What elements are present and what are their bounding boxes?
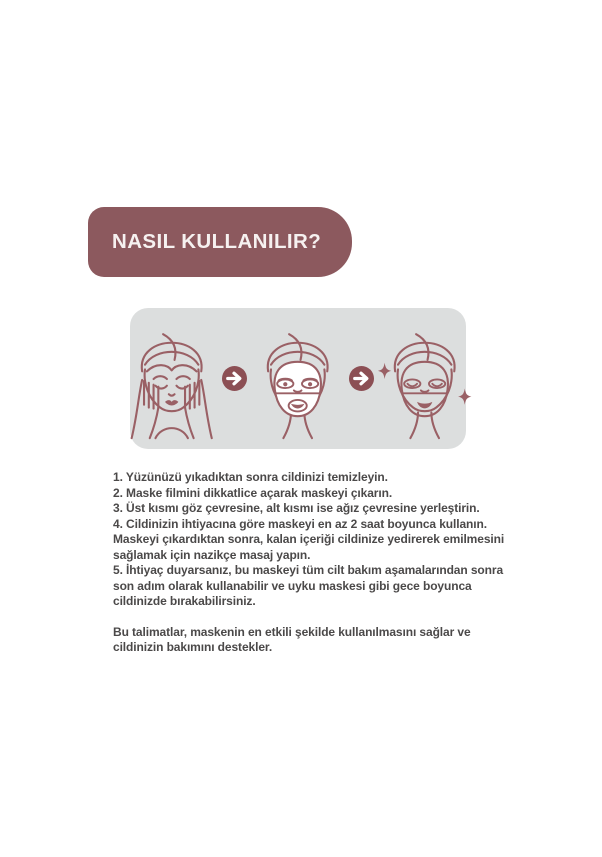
sheet-mask-face-illustration (250, 317, 345, 441)
sparkle-icon (458, 388, 471, 404)
instructions-list (113, 470, 515, 656)
sparkle-icon (378, 362, 391, 378)
cleanse-face-illustration (124, 317, 219, 441)
instruction-step-1: 1. Yüzünüzü yıkadıktan sonra cildinizi temizleyin. (113, 470, 388, 484)
instruction-step-4: 4. Cildinizin ihtiyacına göre maskeyi en az 2 saat boyunca kullanın. Maskeyi çıkardıktan sonra, kalan içeriği cildinize yedirerek emilmesini sağlamak için nazikçe masaj yapın. (113, 516, 505, 562)
instructions-footer: Bu talimatlar, maskenin en etkili şekilde kullanılmasını sağlar ve cildinizin bakımını destekler. (113, 624, 471, 654)
section-header-banner (88, 207, 352, 277)
usage-steps-illustration-panel (130, 308, 466, 449)
instruction-step-2: 2. Maske filmini dikkatlice açarak maskeyi çıkarın. (113, 485, 393, 500)
page-title: NASIL KULLANILIR? (112, 230, 322, 253)
arrow-right-icon (349, 366, 374, 391)
arrow-right-icon (222, 366, 247, 391)
glowing-face-illustration (377, 317, 472, 441)
instruction-step-3: 3. Üst kısmı göz çevresine, alt kısmı ise ağız çevresine yerleştirin. (113, 501, 480, 515)
instruction-step-5: 5. İhtiyaç duyarsanız, bu maskeyi tüm cilt bakım aşamalarından sonra son adım olarak kullanabilir ve uyku maskesi gibi gece boyunca cildinizde bırakabilirsiniz. (113, 563, 504, 608)
